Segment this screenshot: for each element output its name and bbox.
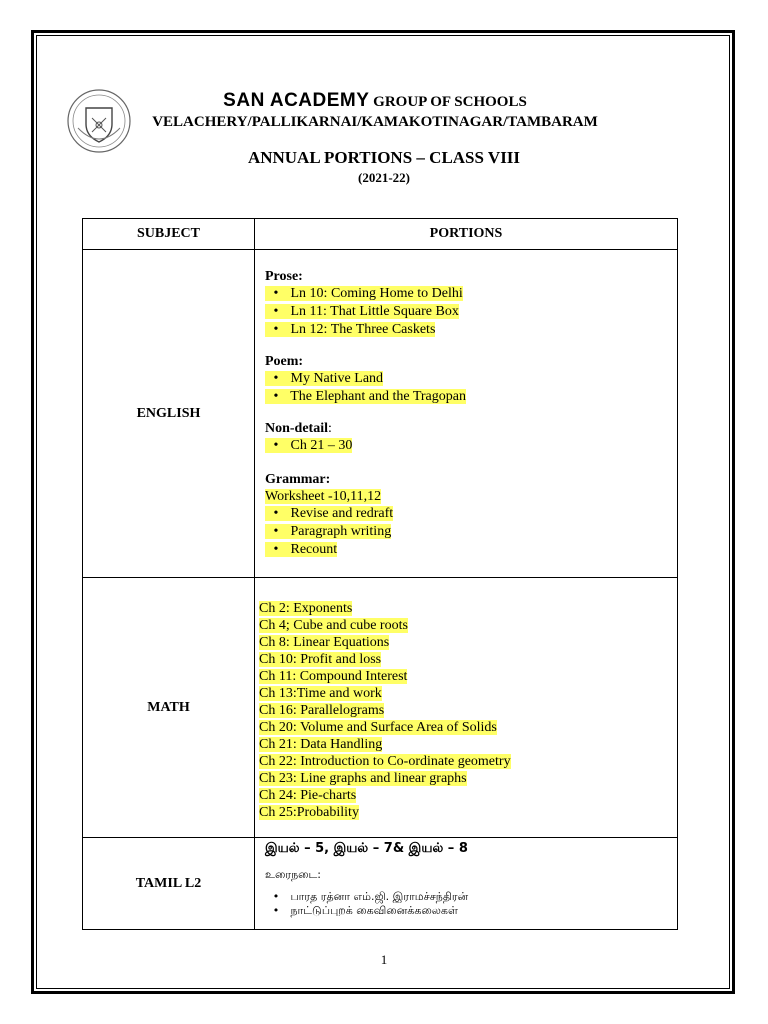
school-crest-icon bbox=[66, 88, 132, 154]
tamil-subheading: உரைநடை: bbox=[265, 868, 321, 881]
table-row-math bbox=[83, 578, 678, 838]
list-item: • Paragraph writing bbox=[265, 523, 677, 541]
prose-heading: Prose: bbox=[265, 269, 303, 284]
list-item: Ch 11: Compound Interest bbox=[259, 669, 408, 684]
table-header-row bbox=[83, 219, 678, 250]
list-item: Ch 8: Linear Equations bbox=[259, 635, 390, 650]
school-name: SAN ACADEMY bbox=[223, 90, 370, 111]
list-item: • Revise and redraft bbox=[265, 505, 677, 523]
list-item: Ch 21: Data Handling bbox=[259, 737, 383, 752]
list-item: • Ln 10: Coming Home to Delhi bbox=[265, 285, 677, 303]
school-name-line bbox=[140, 92, 610, 111]
column-header-subject: SUBJECT bbox=[83, 219, 255, 250]
poem-heading: Poem: bbox=[265, 354, 304, 369]
table-row-english bbox=[83, 250, 678, 578]
table-row-tamil bbox=[83, 838, 678, 930]
tamil-list bbox=[265, 890, 677, 918]
grammar-heading: Grammar: bbox=[265, 472, 331, 487]
portions-table bbox=[82, 218, 678, 930]
list-item: • Ln 11: That Little Square Box bbox=[265, 303, 677, 321]
school-header bbox=[140, 92, 610, 131]
grammar-worksheet: Worksheet -10,11,12 bbox=[265, 489, 382, 504]
list-item: Ch 24: Pie-charts bbox=[259, 788, 357, 803]
subject-english: ENGLISH bbox=[83, 250, 255, 578]
portions-tamil bbox=[255, 838, 678, 930]
list-item: Ch 25:Probability bbox=[259, 805, 359, 820]
subject-math: MATH bbox=[83, 578, 255, 838]
nondetail-heading: Non-detail: bbox=[265, 421, 332, 436]
document-title: ANNUAL PORTIONS – CLASS VIII bbox=[247, 148, 521, 167]
list-item: Ch 16: Parallelograms bbox=[259, 703, 385, 718]
list-item: • Ch 21 – 30 bbox=[265, 437, 677, 455]
nondetail-list bbox=[265, 437, 677, 455]
portions-english bbox=[255, 250, 678, 578]
list-item: Ch 10: Profit and loss bbox=[259, 652, 382, 667]
list-item: Ch 20: Volume and Surface Area of Solids bbox=[259, 720, 497, 735]
list-item: Ch 2: Exponents bbox=[259, 601, 353, 616]
academic-year: (2021-22) bbox=[358, 170, 410, 185]
list-item: • நாட்டுப்புறக் கைவினைக்கலைகள் bbox=[272, 904, 458, 917]
poem-list bbox=[265, 370, 677, 406]
list-item: • The Elephant and the Tragopan bbox=[265, 388, 677, 406]
portions-math bbox=[255, 578, 678, 838]
page-number: 1 bbox=[380, 952, 388, 967]
list-item: Ch 22: Introduction to Co-ordinate geometry bbox=[259, 754, 511, 769]
grammar-list bbox=[265, 505, 677, 559]
school-suffix: GROUP OF SCHOOLS bbox=[373, 94, 527, 110]
list-item: • Ln 12: The Three Caskets bbox=[265, 321, 677, 339]
prose-list bbox=[265, 285, 677, 339]
list-item: Ch 23: Line graphs and linear graphs bbox=[259, 771, 467, 786]
list-item: • பாரத ரத்னா எம்.ஜி. இராமச்சந்திரன் bbox=[272, 890, 469, 903]
tamil-chapters-heading: இயல் – 5, இயல் – 7& இயல் – 8 bbox=[265, 841, 468, 856]
list-item: • Recount bbox=[265, 541, 677, 559]
branch-list: VELACHERY/PALLIKARNAI/KAMAKOTINAGAR/TAMBARAM bbox=[152, 114, 598, 130]
list-item: Ch 4; Cube and cube roots bbox=[259, 618, 408, 633]
subject-tamil: TAMIL L2 bbox=[83, 838, 255, 930]
column-header-portions: PORTIONS bbox=[255, 219, 678, 250]
list-item: Ch 13:Time and work bbox=[259, 686, 382, 701]
list-item: • My Native Land bbox=[265, 370, 677, 388]
